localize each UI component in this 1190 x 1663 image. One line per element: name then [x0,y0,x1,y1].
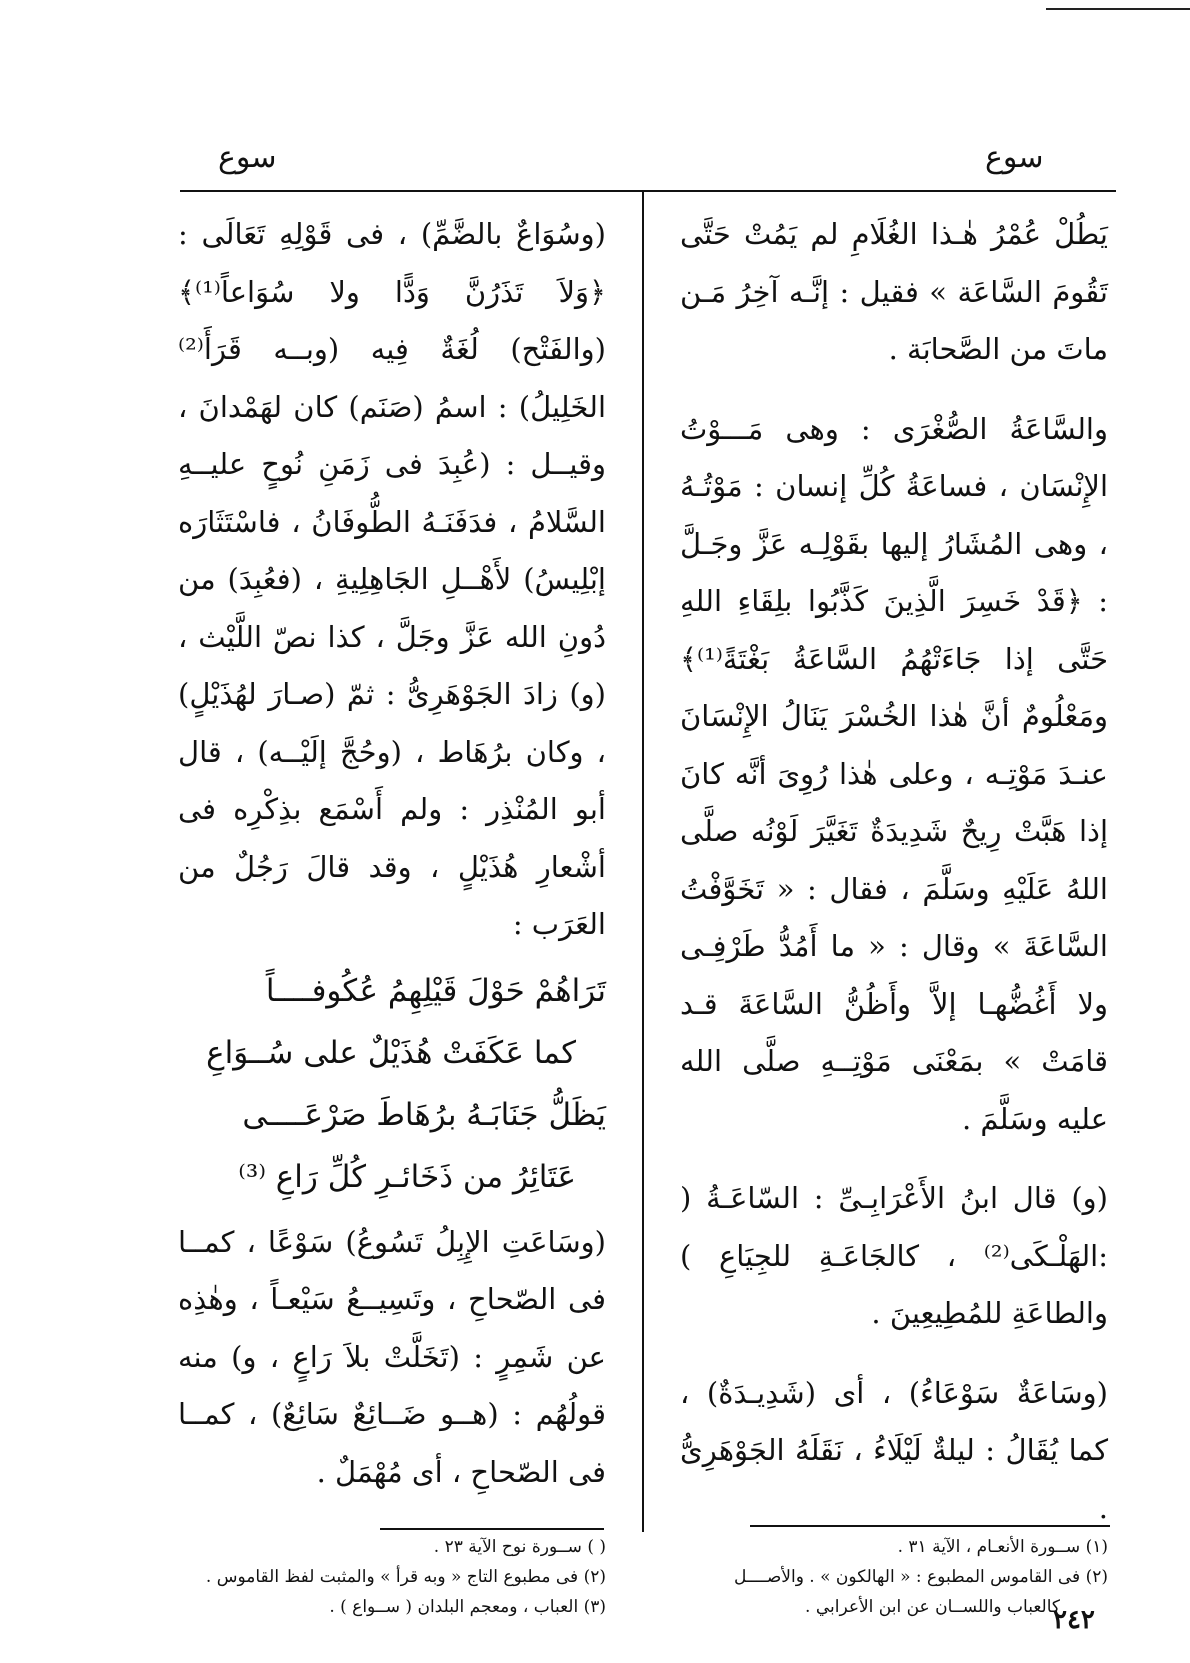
right-paragraph-1: يَطُلْ عُمْرُ هٰـذا الغُلَامِ لم يَمُتْ حَتَّى تَقُومَ السَّاعَة » فقيل : إنَّـه آخِرُ مَـن ماتَ من الصَّحابَة . [680,217,1108,366]
footnote-right-2-continued: كالعباب واللســان عن ابن الأعرابي . [805,1597,1060,1617]
footnote-right-1: (١) ســورة الأنعـام ، الآية ٣١ . [897,1537,1108,1557]
page-number: ٢٤٢ [1053,1605,1095,1635]
right-paragraph-4: (وسَاعَةٌ سَوْعَاءُ) ، أى (شَدِيـدَةٌ) ، كما يُقَالُ : ليلةٌ لَيْلَاءُ ، نَقَلَهُ الجَوْهَرِىُّ . [680,1375,1108,1525]
footnote-left-3: (٣) العباب ، ومعجم البلدان ( ســواع ) . [329,1597,606,1617]
footnote-right-2: (٢) فى القاموس المطبوع : « الهالكون » . والأصــــل [734,1567,1108,1587]
running-header-left: سوع [218,140,277,175]
footnote-rule-left [380,1528,604,1530]
right-column [680,206,1108,1537]
column-divider [642,192,644,1532]
verse-line-1: تَرَاهُمْ حَوْلَ قَيْلِهِمُ عُكُوفــــاً [265,972,606,1009]
verse-line-3: يَظَلُّ جَنَابَـهُ برُهَاطَ صَرْعَــــى [242,1096,606,1133]
verse-line-4: عَتَائِرُ من ذَخَائـرِ كُلِّ رَاعِ ⁽³⁾ [238,1158,576,1195]
left-column [178,206,606,1501]
header-rule [180,190,1116,192]
footnote-left-2: (٢) فى مطبوع التاج « وبه قرأ » والمثبت لفظ القاموس . [205,1567,606,1587]
footnote-rule-right [750,1525,1110,1527]
running-header-right: سوع [985,140,1044,175]
right-paragraph-2: والسَّاعَةُ الصُّغْرَى : وهى مَـــوْتُ الإِنْسَان ، فساعَةُ كُلِّ إنسان : مَوْتُـهُ ، وهى المُشَارُ إليها بقَوْلِـه عَزَّ وجَـلَّ : ﴿قَدْ خَسِرَ الَّذِينَ كَذَّبُوا بلِقَاءِ اللهِ حَتَّى إذا جَاءَتْهُمُ السَّاعَةُ بَغْتَةً⁽¹⁾﴾ ومَعْلُومٌ أنَّ هٰذا الخُسْرَ يَنَالُ الإِنْسَانَ عنـدَ مَوْتِـه ، وعلى هٰذا رُوِىَ أنَّه كانَ إذا هَبَّتْ رِيحٌ شَدِيدَةٌ تَغَيَّرَ لَوْنُه صلَّى اللهُ عَلَيْهِ وسَلَّمَ ، فقال : « تَخَوَّفْتُ السَّاعَةَ » وقال : « ما أَمُدُّ طَرْفِـى ولا أَغُضُّهـا إلاَّ وأَظُنُّ السَّاعَةَ قـد قامَتْ » بمَعْنَى مَوْتِــهِ صلَّى الله عليه وسَلَّمَ . [680,411,1108,1136]
footnotes-left [178,1532,606,1622]
left-paragraph-1: (وسُوَاعٌ بالضَّمِّ) ، فى قَوْلِهِ تَعَالَى : ﴿وَلاَ تَذَرُنَّ وَدًّا ولا سُوَاعاً⁽¹⁾﴾ (والفَتْح) لُغَةٌ فِيه (وبــه قَرَأَ⁽²⁾ الخَلِيلُ) : اسمُ (صَنَم) كان لهَمْدانَ ، وقيــل : (عُبِدَ فى زَمَنِ نُوحٍ عليــهِ السَّلامُ ، فدَفَنَـهُ الطُّوفَانُ ، فاسْتَثَارَه إبْلِيسُ) لأَهْــلِ الجَاهِلِيةِ ، (فعُبِدَ) من دُونِ الله عَزَّ وجَلَّ ، كذا نصّ اللَّيْث ، (و) زادَ الجَوْهَرِىُّ : ثمّ (صـارَ لهُذَيْلٍ) ، وكان برُهَاط ، (وحُجَّ إلَيْــه) ، قال أبو المُنْذِر : ولم أَسْمَع بذِكْرِه فى أشْعارِ هُذَيْلٍ ، وقد قالَ رَجُلٌ من العَرَب : [178,217,606,941]
corner-rule [1046,8,1190,10]
verse-line-2: كما عَكَفَتْ هُذَيْلٌ على سُــوَاعِ [206,1034,576,1071]
right-paragraph-3: (و) قال ابنُ الأَعْرَابِـىِّ : السّاعَـةُ ( :الهَلْـكَى⁽²⁾ ، كالجَاعَـةِ للجِيَاعِ ) والطاعَةِ للمُطِيعِينَ . [680,1181,1108,1330]
left-paragraph-2: (وسَاعَتِ الإِبِلُ تَسُوعُ) سَوْعًا ، كمــا فى الصّحاحِ ، وتَسِيــعُ سَيْعـاً ، وهٰذِه عن شَمِرٍ : (تَخَلَّتْ بلاَ رَاعٍ ، و) منه قولُهُم : (هــو ضَــائِعٌ سَائِعٌ) ، كمــا فى الصّحاحِ ، أى مُهْمَلٌ . [178,1224,606,1489]
footnotes-right [680,1532,1108,1622]
footnote-left-1: ( ) ســورة نوح الآية ٢٣ . [433,1537,606,1557]
